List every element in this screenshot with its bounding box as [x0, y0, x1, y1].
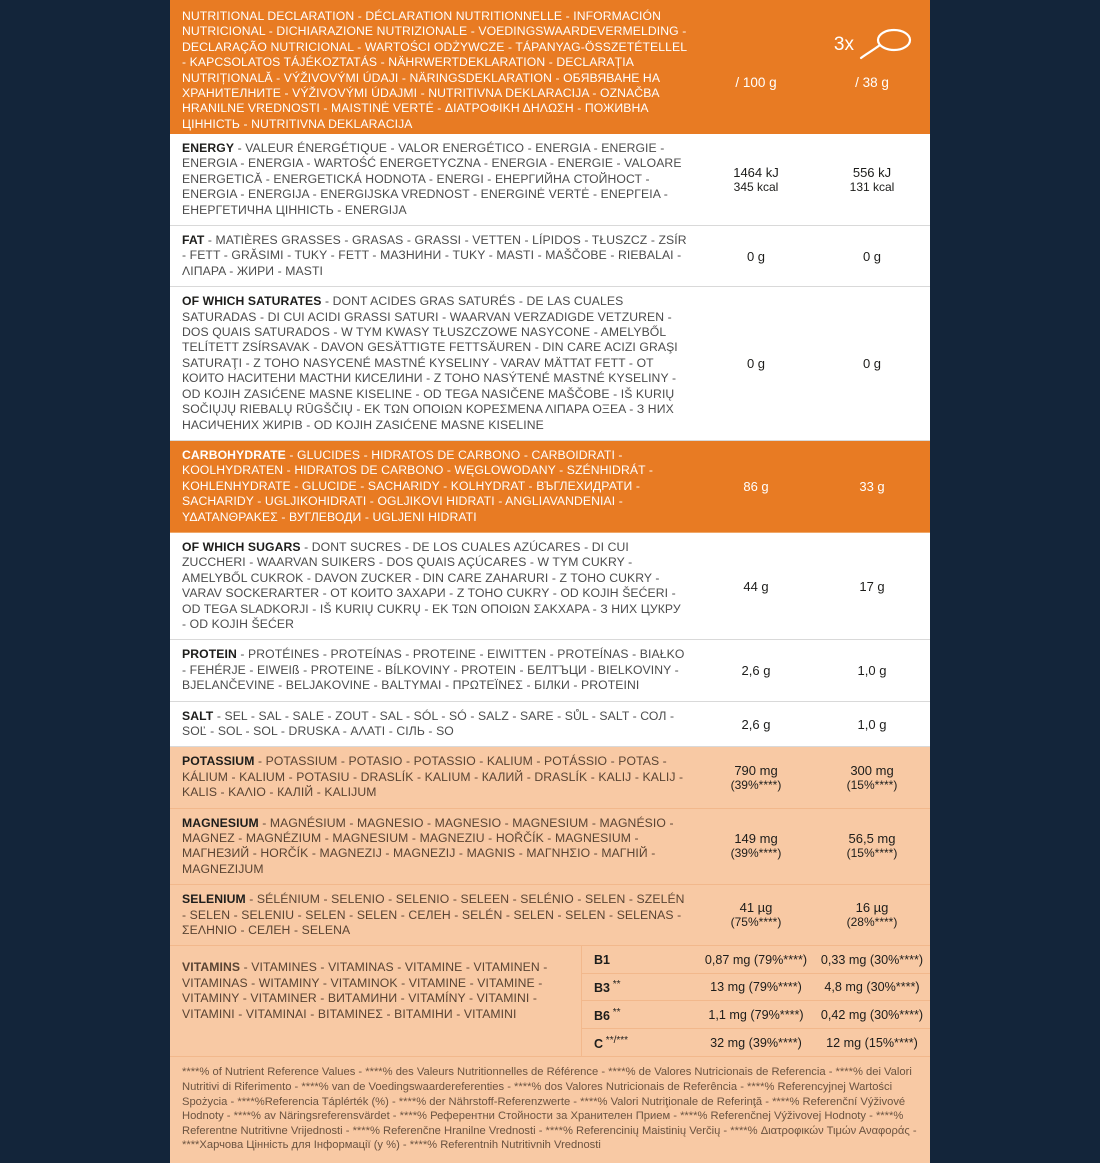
nutrient-value-100g-primary: 0 g — [746, 356, 766, 372]
vitamins-section — [170, 946, 930, 1056]
nutrient-name: POTASSIUM — [182, 754, 255, 769]
nutrition-declaration-title: NUTRITIONAL DECLARATION - DÉCLARATION NUTRITIONNELLE - INFORMACIÓN NUTRICIONAL - DICHIARAZIONE NUTRIZIONALE - VOEDINGSWAARDEVERMELDING - DECLARAÇÃO NUTRICIONAL - WARTOŚCI ODŻYWCZE - TÁPANYAG-ÖSSZETÉTELLEL - KAPCSOLATOS TÁJÉKOZTATÁS - NÄHRWERTDEKLARATION - DECLARAȚIA NUTRIȚIONALĂ - VÝŽIVOVÝMI ÚDAJI - NÄRINGSDEKLARATION - ОБЯВЯВАНЕ НА ХРАНИТЕЛНИТЕ - VÝŽIVOVÝMI ÚDAJMI - NUTRITIVNA DEKLARACIJA - OZNAČBA HRANILNE VREDNOSTI - MAISTINĖ VERTĖ - ΔΙΑΤΡΟΦΙΚΗ ΔΗΛΩΣΗ - ПОЖИВНА ЦІННІСТЬ - NUTRITIVNA DEKLARACIJA — [182, 9, 687, 131]
nutrient-value-serving-primary: 556 kJ — [852, 164, 892, 180]
nutrient-translations: - PROTÉINES - PROTEÍNAS - PROTEINE - EIWITTEN - PROTEÍNAS - BIAŁKO - FEHÉRJE - EIWEIß - PROTEINE - BÍLKOVINY - PROTEIN - БЕЛТЪЦИ - BIELKOVINY - BJELANČEVINE - BELJAKOVINE - BALTYMAI - ΠΡΩΤΕΪΝΕΣ - БІЛКИ - PROTEINI — [182, 647, 685, 693]
nutrient-label — [170, 747, 698, 807]
nutrient-value-100g — [698, 441, 814, 532]
nrv-footnote: ****% of Nutrient Reference Values - ****% des Valeurs Nutritionnelles de Référence - ****% de Valores Nutricionais de Referencia - ****% dei Valori Nutritivi di Riferimento - ****% van de Voedingswaardereferenties - ****% dos Valores Nutricionais de Referência - ****% Referencyjnej Wartości Spożycia - ****%Referencia Táplérték (%) - ****% der Nährstoff-Referenzwerte - ****% Valori Nutriţionale de Referinţă - ****% Referenční Výživové Hodnoty - ****% av Näringsreferensvärdet - ****% Референтни Стойности за Хранителен Прием - ****% Referenčnej Výživovej Hodnoty - ****% Referentne Nutritivne Vrijednosti - ****% Referenčne Hranilne Vrednosti - ****% Referencinių Maistinių Verčių - ****% Διατροφικών Τιμών Αναφοράς - ****Харчова Цінність для Інформації (у %) - ****% Referentnih Nutritivnih Vrednosti — [170, 1056, 930, 1163]
nutrient-name: OF WHICH SATURATES — [182, 294, 322, 309]
nutrient-value-serving-primary: 16 µg — [855, 900, 889, 916]
nutrient-translations: - DONT SUCRES - DE LOS CUALES AZÚCARES - DI CUI ZUCCHERI - WAARVAN SUIKERS - DOS QUAIS AÇÚCARES - W TYM CUKRY - AMELYBŐL CUKROK - DAVON ZUCKER - DIN CARE ZAHARURI - Z TOHO CUKRY - VARAV SOCKERARTER - ОТ КОИТО ЗАХАРИ - Z TOHO CUKRY - OD KOJIH ŠEĆERI - OD TEGA SLADKORJI - IŠ KURIŲ CUKRŲ - ΕΚ ΤΩΝ ΟΠΟΙΩΝ ΣΑΚΧΑΡΑ - З НИХ ЦУКРУ - OD KOJIH ŠEĆER — [182, 539, 681, 631]
nutrient-value-serving — [814, 885, 930, 945]
nutrition-header — [170, 0, 930, 134]
nutrient-label — [170, 640, 698, 700]
header-col-100g-label: / 100 g — [735, 75, 777, 90]
nutrient-translations: - MATIÈRES GRASSES - GRASAS - GRASSI - VETTEN - LÍPIDOS - TŁUSZCZ - ZSÍR - FETT - GRĂSIMI - TUKY - FETT - МАЗНИНИ - TUKY - MASTI - MAŠČOBE - RIEBALAI - ΛΙΠΑΡΑ - ЖИРИ - MASTI — [182, 233, 687, 278]
nutrient-value-100g-secondary: (39%****) — [730, 846, 782, 861]
nutrient-label — [170, 885, 698, 945]
nutrient-row — [170, 287, 930, 441]
nutrient-translations: - MAGNÉSIUM - MAGNESIO - MAGNESIO - MAGNESIUM - MAGNÉSIO - MAGNEZ - MAGNÉZIUM - MAGNESIUM - MAGNEZIU - HOŘČÍK - MAGNESIUM - МАГНЕЗИЙ - HORČÍK - MAGNEZIJ - MAGNEZIJ - MAGNIS - ΜΑΓΝΗΣΙΟ - МАГНІЙ - MAGNEZIJUM — [182, 815, 674, 876]
nutrient-value-serving — [814, 287, 930, 440]
nutrient-name: MAGNESIUM — [182, 815, 259, 830]
nutrient-value-serving-secondary: (28%****) — [846, 915, 898, 930]
vitamin-name: B3 ** — [594, 979, 621, 996]
nutrient-value-serving-primary: 33 g — [859, 478, 885, 494]
nutrient-value-serving — [814, 226, 930, 286]
nutrient-value-100g-secondary: 345 kcal — [733, 179, 779, 194]
nutrient-value-serving-primary: 0 g — [862, 248, 882, 264]
nutrient-value-100g-primary: 44 g — [743, 578, 769, 594]
nutrient-value-serving-primary: 300 mg — [850, 762, 894, 778]
vitamin-row — [582, 974, 930, 1002]
vitamin-value-serving: 0,42 mg (30%****) — [820, 1007, 924, 1022]
nutrition-label — [170, 0, 930, 1152]
nutrient-name: ENERGY — [182, 141, 235, 155]
nutrient-label — [170, 134, 698, 225]
vitamins-table — [581, 946, 930, 1056]
nutrient-value-serving-secondary: (15%****) — [846, 777, 898, 792]
nutrient-name: CARBOHYDRATE — [182, 447, 286, 462]
nutrient-translations: - SÉLÉNIUM - SELENIO - SELENIO - SELEEN - SELÉNIO - SELEN - SZELÉN - SELEN - SELENIU - SELEN - SELEN - СЕЛЕН - SELÉN - SELEN - SELEN - SELENAS - ΣΕΛΗΝΙΟ - СЕЛЕН - SELENA — [182, 892, 685, 938]
nutrient-value-100g — [698, 640, 814, 700]
nutrient-row — [170, 441, 930, 533]
nutrient-row — [170, 747, 930, 808]
nutrient-value-serving — [814, 640, 930, 700]
vitamin-name: B1 — [594, 952, 610, 967]
nutrient-row — [170, 640, 930, 701]
scoop-indicator — [834, 28, 912, 62]
nutrient-value-100g-primary: 149 mg — [734, 831, 778, 847]
vitamins-label-rest: - VITAMINES - VITAMINAS - VITAMINE - VITAMINEN - VITAMINAS - WITAMINY - VITAMINOK - VITAMINE - VITAMINE - VITAMINY - VITAMINER - ВИТАМИНИ - VITAMÍNY - VITAMINI - VITAMINI - VITAMINAI - ΒΙΤΑΜΙΝΕΣ - ВІТАМІНИ - VITAMINI — [182, 960, 548, 1021]
nutrient-value-serving — [814, 702, 930, 747]
nutrient-name: FAT — [182, 233, 205, 248]
nutrient-value-serving-primary: 1,0 g — [857, 716, 887, 732]
nutrient-row — [170, 809, 930, 886]
nutrient-value-100g-primary: 1464 kJ — [733, 164, 779, 180]
vitamin-value-serving: 12 mg (15%****) — [826, 1035, 918, 1050]
vitamin-footnote-marker: ** — [609, 979, 621, 991]
nutrient-name: PROTEIN — [182, 647, 237, 662]
nutrient-name: SELENIUM — [182, 892, 246, 907]
nutrient-value-100g — [698, 885, 814, 945]
vitamin-row — [582, 1001, 930, 1029]
header-col-serving-label: / 38 g — [855, 75, 889, 90]
vitamin-row — [582, 946, 930, 974]
nutrient-translations: - DONT ACIDES GRAS SATURÉS - DE LAS CUALES SATURADAS - DI CUI ACIDI GRASSI SATURI - WAARVAN VERZADIGDE VETZUREN - DOS QUAIS SATURADOS - W TYM KWASY TŁUSZCZOWE NASYCONE - AMELYBŐL TELÍTETT ZSÍRSAVAK - DAVON GESÄTTIGTE FETTSÄUREN - DIN CARE ACIZI GRAŞI SATURAŢI - Z TOHO NASYCENÉ MASTNÉ KYSELINY - VARAV MÄTTAT FETT - ОТ КОИТО НАСИТЕНИ МАСТНИ КИСЕЛИНИ - Z TOHO NASÝTENÉ MASTNÉ KYSELINY - OD KOJIH ZASIĆENE MASNE KISELINE - OD TEGA NASIČENE MAŠČOBE - IŠ KURIŲ SOČIŲJŲ RIEBALŲ RŪGŠČIŲ - ΕΚ ΤΩΝ ΟΠΟΙΩΝ ΚΟΡΕΣΜΕΝΑ ΛΙΠΑΡΑ ΟΞΕΑ - З НИХ НАСИЧЕНИХ ЖИРІВ - OD KOJIH ZASIĆENE MASNE KISELINE — [182, 294, 678, 432]
nutrient-value-serving — [814, 134, 930, 225]
nutrient-value-100g — [698, 702, 814, 747]
nutrient-row — [170, 134, 930, 226]
nutrient-name: OF WHICH SUGARS — [182, 539, 301, 554]
nutrient-value-100g-secondary: (75%****) — [730, 915, 782, 930]
vitamins-label-bold: VITAMINS — [182, 960, 241, 975]
nutrient-value-100g — [698, 134, 814, 225]
vitamin-value-100g: 1,1 mg (79%****) — [708, 1007, 804, 1022]
nutrient-value-100g — [698, 533, 814, 639]
nutrient-value-serving-primary: 56,5 mg — [848, 831, 896, 847]
nutrient-row — [170, 702, 930, 748]
vitamin-row — [582, 1029, 930, 1057]
header-col-100g — [698, 0, 814, 134]
nutrient-rows — [170, 134, 930, 946]
nutrient-translations: - GLUCIDES - HIDRATOS DE CARBONO - CARBOIDRATI - KOOLHYDRATEN - HIDRATOS DE CARBONO - WĘGLOWODANY - SZÉNHIDRÁT - KOHLENHYDRATE - GLUCIDE - SACHARIDY - KOLHYDRAT - ВЪГЛЕХИДРАТИ - SACHARIDY - UGLJIKOHIDRATI - OGLJIKOVI HIDRATI - ANGLIAVANDENIAI - ΥΔΑΤΑΝΘΡΑΚΕΣ - ВУГЛЕВОДИ - UGLJENI HIDRATI — [182, 447, 654, 524]
nutrient-value-serving — [814, 747, 930, 807]
header-value-columns — [698, 0, 930, 134]
vitamin-value-100g: 13 mg (79%****) — [710, 980, 802, 995]
nutrient-value-serving-primary: 17 g — [859, 578, 885, 594]
nutrient-value-serving-secondary: 131 kcal — [849, 179, 895, 194]
vitamin-value-serving: 0,33 mg (30%****) — [820, 952, 924, 967]
nutrient-value-100g-primary: 2,6 g — [741, 662, 771, 678]
nutrient-row — [170, 533, 930, 640]
nutrient-label — [170, 287, 698, 440]
nutrient-value-serving-secondary: (15%****) — [846, 846, 898, 861]
nutrient-value-100g-primary: 86 g — [743, 478, 769, 494]
vitamins-label — [170, 946, 581, 1056]
nutrient-label — [170, 226, 698, 286]
nutrient-row — [170, 226, 930, 287]
header-col-serving — [814, 0, 930, 134]
vitamin-value-100g: 0,87 mg (79%****) — [704, 952, 808, 967]
nutrient-value-serving — [814, 441, 930, 532]
scoop-count: 3x — [833, 34, 854, 55]
nutrient-value-100g-primary: 0 g — [746, 248, 766, 264]
nutrient-translations: - SEL - SAL - SALE - ZOUT - SAL - SÓL - SÓ - SALZ - SARE - SŮL - SALT - СОЛ - SOĽ - SOL - SOL - DRUSKA - ΑΛΑΤΙ - СІЛЬ - SO — [182, 708, 675, 738]
vitamin-footnote-marker: **/*** — [603, 1034, 629, 1046]
nutrient-value-serving-primary: 1,0 g — [857, 662, 887, 678]
nutrient-value-100g-primary: 790 mg — [734, 762, 778, 778]
nutrient-row — [170, 885, 930, 946]
vitamin-footnote-marker: ** — [609, 1006, 621, 1018]
nutrient-value-100g — [698, 747, 814, 807]
nutrient-label — [170, 441, 698, 532]
vitamin-name: C **/*** — [594, 1034, 629, 1051]
nutrient-value-100g — [698, 226, 814, 286]
nutrient-value-100g-secondary: (39%****) — [730, 777, 782, 792]
vitamin-value-serving: 4,8 mg (30%****) — [824, 980, 920, 995]
nutrient-value-100g — [698, 287, 814, 440]
nutrient-value-serving — [814, 533, 930, 639]
nutrient-translations: - POTASSIUM - POTASIO - POTASSIO - KALIUM - POTÁSSIO - POTAS - KÁLIUM - KALIUM - POTASIU - DRASLÍK - KALIUM - КАЛИЙ - DRASLÍK - KALIJ - KALIJ - KALIS - ΚΑΛΙΟ - КАЛІЙ - KALIJUM — [182, 754, 684, 800]
nutrient-label — [170, 809, 698, 885]
nutrient-value-serving-primary: 0 g — [862, 356, 882, 372]
nutrient-value-100g-primary: 2,6 g — [741, 716, 771, 732]
scoop-icon — [858, 28, 912, 62]
nutrient-label — [170, 702, 698, 747]
vitamin-name: B6 ** — [594, 1006, 621, 1023]
nutrient-value-serving — [814, 809, 930, 885]
nutrient-label — [170, 533, 698, 639]
nutrient-value-100g-primary: 41 µg — [739, 900, 773, 916]
vitamin-value-100g: 32 mg (39%****) — [710, 1035, 802, 1050]
nutrient-translations: - VALEUR ÉNERGÉTIQUE - VALOR ENERGÉTICO - ENERGIA - ENERGIE - ENERGIA - ENERGIA - WARTOŚĆ ENERGETYCZNA - ENERGIA - ENERGIE - VALOARE ENERGETICĂ - ENERGETICKÁ HODNOTA - ENERGI - ЕНЕРГИЙНА СТОЙНОСТ - ENERGIA - ENERGIJA - ENERGIJSKA VREDNOST - ENERGINĖ VERTĖ - ΕΝΕΡΓΕΙΑ - ЕНЕРГЕТИЧНА ЦІННІСТЬ - ENERGIJA — [182, 141, 682, 217]
nutrient-name: SALT — [182, 708, 214, 723]
nutrient-value-100g — [698, 809, 814, 885]
